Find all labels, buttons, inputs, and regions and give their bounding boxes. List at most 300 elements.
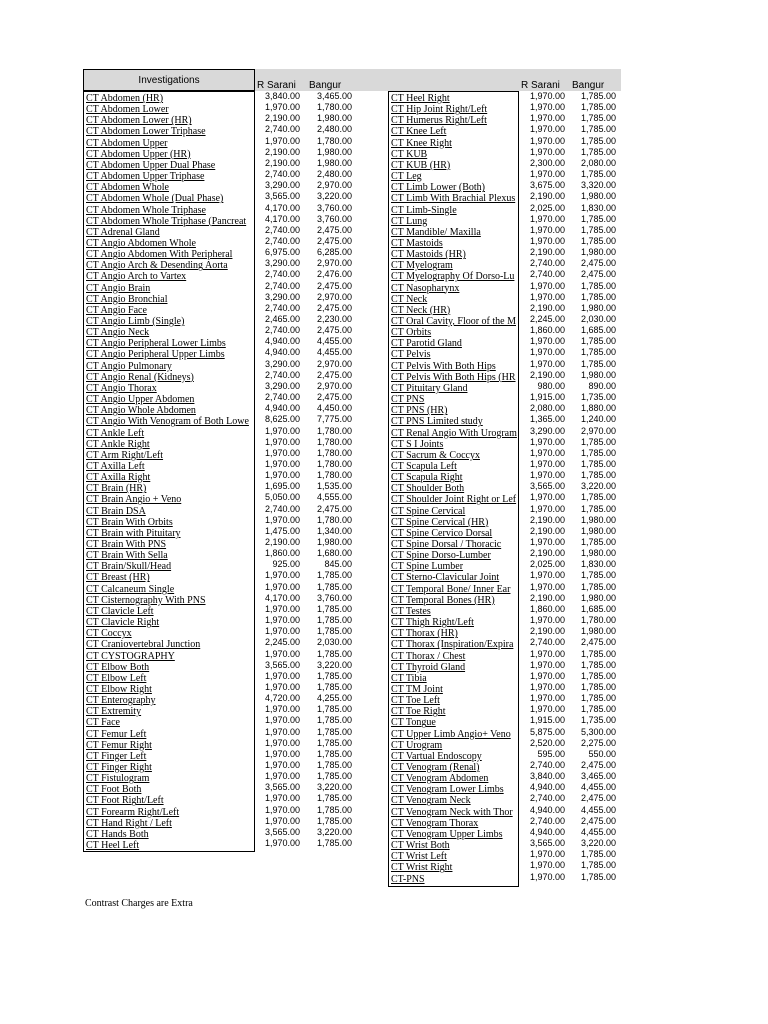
investigation-name: CT Spine Cervical: [391, 505, 466, 517]
bangur-price: 1,785.00: [580, 347, 616, 358]
r-sarani-price: 2,190.00: [264, 146, 300, 157]
r-sarani-price: 2,740.00: [264, 369, 300, 380]
r-sarani-price: 1,970.00: [529, 124, 565, 135]
investigation-name: CT Venogram Neck with Thor: [391, 806, 513, 818]
bangur-price: 1,980.00: [316, 157, 352, 168]
r-sarani-price: 2,740.00: [264, 325, 300, 336]
r-sarani-price: 2,740.00: [264, 302, 300, 313]
r-sarani-price: 1,970.00: [264, 737, 300, 748]
investigation-name: CT Hip Joint Right/Left: [391, 104, 488, 116]
investigation-name: CT Thorax / Chest: [391, 650, 466, 662]
investigation-name: CT Abdomen Whole Triphase: [86, 204, 206, 216]
bangur-price: 3,220.00: [316, 191, 352, 202]
investigation-name: CT Finger Left: [86, 750, 147, 762]
investigation-name: CT Pelvis With Both Hips: [391, 360, 496, 372]
bangur-price: 2,030.00: [316, 637, 352, 648]
bangur-price: 1,780.00: [316, 458, 352, 469]
r-sarani-price: 1,970.00: [529, 648, 565, 659]
investigation-name: CT Renal Angio With Urogram: [391, 427, 517, 439]
bangur-price: 6,285.00: [316, 247, 352, 258]
r-sarani-price: 2,740.00: [264, 392, 300, 403]
r-sarani-price: 1,970.00: [264, 771, 300, 782]
investigation-name: CT Hand Right / Left: [86, 817, 172, 829]
bangur-price: 3,220.00: [580, 838, 616, 849]
investigation-name: CT Hands Both: [86, 828, 149, 840]
bangur-price: 2,475.00: [580, 269, 616, 280]
investigation-name: CT Angio Brain: [86, 282, 151, 294]
bangur-price: 1,785.00: [316, 626, 352, 637]
investigation-name: CT PNS Limited study: [391, 416, 483, 428]
r-sarani-price: 3,290.00: [264, 291, 300, 302]
bangur-price: 1,980.00: [580, 247, 616, 258]
investigation-name: CT Nasopharynx: [391, 282, 460, 294]
bangur-price: 1,785.00: [580, 336, 616, 347]
r-sarani-price: 1,970.00: [264, 135, 300, 146]
r-sarani-price: 3,565.00: [529, 481, 565, 492]
investigation-name: CT Leg: [391, 171, 422, 183]
investigation-name: CT Craniovertebral Junction: [86, 639, 201, 651]
investigation-name: CT Arm Right/Left: [86, 449, 164, 461]
bangur-price: 1,780.00: [316, 470, 352, 481]
bangur-price: 1,980.00: [580, 369, 616, 380]
r-sarani-price: 4,940.00: [529, 782, 565, 793]
r-sarani-price: 1,970.00: [529, 224, 565, 235]
r-sarani-header-right: R Sarani: [521, 80, 560, 91]
investigation-name: CT Abdomen Whole: [86, 182, 169, 194]
bangur-price: 1,785.00: [316, 815, 352, 826]
r-sarani-price: 1,970.00: [529, 503, 565, 514]
r-sarani-price: 1,970.00: [529, 102, 565, 113]
bangur-price: 2,080.00: [580, 157, 616, 168]
r-sarani-price: 1,970.00: [529, 681, 565, 692]
r-sarani-price: 2,740.00: [264, 224, 300, 235]
bangur-price: 1,780.00: [580, 615, 616, 626]
r-sarani-price: 1,970.00: [264, 447, 300, 458]
investigation-name: CT Knee Left: [391, 126, 447, 138]
bangur-price: 1,785.00: [580, 458, 616, 469]
bangur-price: 2,230.00: [316, 314, 352, 324]
bangur-price: 1,680.00: [316, 548, 352, 559]
r-sarani-price: 1,970.00: [264, 514, 300, 525]
r-sarani-price: 2,190.00: [529, 548, 565, 559]
r-sarani-price: 595.00: [537, 748, 565, 759]
r-sarani-price: 3,290.00: [264, 380, 300, 391]
bangur-price: 3,465.00: [580, 771, 616, 782]
r-sarani-price: 2,740.00: [264, 235, 300, 246]
r-sarani-price: 3,290.00: [264, 358, 300, 369]
r-sarani-price: 1,970.00: [529, 146, 565, 157]
investigation-name: CT PNS (HR): [391, 405, 448, 417]
r-sarani-price: 2,740.00: [529, 760, 565, 770]
r-sarani-price: 2,740.00: [264, 503, 300, 514]
bangur-price: 3,320.00: [580, 180, 616, 191]
investigation-name: CT Calcaneum Single: [86, 583, 175, 595]
bangur-price: 2,476.00: [316, 269, 352, 280]
investigation-name: CT Neck (HR): [391, 304, 451, 316]
investigation-name: CT Brain With PNS: [86, 539, 167, 550]
investigation-name: CT Abdomen Whole (Dual Phase): [86, 193, 224, 205]
r-sarani-price: 1,970.00: [529, 458, 565, 469]
r-sarani-price: 4,170.00: [264, 202, 300, 213]
bangur-price: 1,980.00: [580, 525, 616, 536]
bangur-price: 1,785.00: [580, 670, 616, 681]
r-sarani-price: 2,740.00: [264, 280, 300, 291]
investigation-name: CT Breast (HR): [86, 572, 150, 584]
bangur-price: 1,830.00: [580, 202, 616, 213]
bangur-price: 2,970.00: [316, 358, 352, 369]
bangur-price: 1,785.00: [316, 648, 352, 659]
bangur-price: 2,970.00: [580, 425, 616, 436]
bangur-price: 2,275.00: [580, 737, 616, 748]
investigation-name: CT Temporal Bone/ Inner Ear: [391, 583, 511, 595]
investigation-name: CT S I Joints: [391, 438, 444, 450]
investigation-name: CT Angio Abdomen Whole: [86, 237, 196, 249]
bangur-price: 1,980.00: [580, 592, 616, 603]
r-sarani-price: 1,970.00: [529, 436, 565, 447]
investigation-name: CT Wrist Left: [391, 851, 447, 863]
bangur-price: 1,785.00: [580, 102, 616, 113]
r-sarani-price: 4,940.00: [264, 403, 300, 414]
bangur-price: 4,455.00: [580, 782, 616, 793]
investigation-name: CT Abdomen Upper: [86, 137, 168, 149]
bangur-price: 1,980.00: [316, 146, 352, 157]
bangur-price: 3,465.00: [316, 91, 352, 101]
investigation-name: CT Lung: [391, 215, 428, 227]
bangur-price: 1,980.00: [580, 191, 616, 202]
bangur-price: 2,475.00: [316, 325, 352, 336]
investigation-name: CT Abdomen Lower: [86, 104, 169, 116]
r-sarani-price: 1,970.00: [529, 113, 565, 124]
investigation-name: CT Angio Pulmonary: [86, 360, 172, 372]
bangur-price: 1,980.00: [580, 626, 616, 637]
r-sarani-price: 2,190.00: [529, 514, 565, 525]
bangur-price: 1,735.00: [580, 392, 616, 403]
bangur-price: 1,785.00: [316, 670, 352, 681]
r-sarani-price: 1,970.00: [264, 760, 300, 770]
r-sarani-price: 1,970.00: [264, 704, 300, 715]
bangur-price: 1,240.00: [580, 414, 616, 425]
bangur-price: 1,785.00: [580, 436, 616, 447]
r-sarani-price: 1,970.00: [264, 681, 300, 692]
r-sarani-price: 2,740.00: [264, 269, 300, 280]
r-sarani-price: 2,190.00: [529, 369, 565, 380]
investigation-name: CT Temporal Bones (HR): [391, 594, 495, 606]
r-sarani-price: 2,740.00: [529, 258, 565, 269]
r-sarani-price: 1,970.00: [529, 135, 565, 146]
investigation-name: CT Axilla Right: [86, 472, 151, 484]
bangur-price: 1,785.00: [580, 113, 616, 124]
investigation-name: CT CYSTOGRAPHY: [86, 650, 175, 662]
bangur-price: 1,535.00: [316, 481, 352, 492]
investigation-name: CT Elbow Right: [86, 683, 152, 695]
investigation-name: CT Brain (HR): [86, 483, 147, 495]
bangur-price: 1,785.00: [316, 570, 352, 581]
bangur-price: 1,880.00: [580, 403, 616, 414]
bangur-price: 4,450.00: [316, 403, 352, 414]
investigations-header: Investigations: [83, 69, 255, 91]
bangur-price: 1,785.00: [580, 358, 616, 369]
r-sarani-price: 3,565.00: [529, 838, 565, 849]
bangur-price: 1,980.00: [580, 548, 616, 559]
investigation-name: CT Angio Peripheral Upper Limbs: [86, 349, 225, 361]
bangur-price: 2,475.00: [316, 392, 352, 403]
r-sarani-price: 3,565.00: [264, 826, 300, 837]
investigation-name: CT Brain/Skull/Head: [86, 561, 172, 573]
investigation-name: CT Venogram Neck: [391, 795, 471, 807]
investigation-name: CT Sacrum & Coccyx: [391, 449, 480, 461]
investigation-name: CT Enterography: [86, 695, 156, 707]
r-sarani-price: 3,290.00: [529, 425, 565, 436]
r-sarani-price: 1,915.00: [529, 392, 565, 403]
r-sarani-price: 2,740.00: [264, 169, 300, 180]
investigation-name: CT Face: [86, 717, 120, 729]
investigation-name: CT Foot Right/Left: [86, 795, 164, 807]
r-sarani-price: 1,970.00: [529, 670, 565, 681]
r-sarani-price: 1,970.00: [264, 748, 300, 759]
r-sarani-price: 3,565.00: [264, 659, 300, 670]
investigation-name: CT Axilla Left: [86, 460, 145, 472]
r-sarani-price: 1,970.00: [264, 615, 300, 626]
investigation-name: CT KUB: [391, 148, 428, 160]
r-sarani-price: 1,475.00: [264, 525, 300, 536]
investigation-name: CT Extremity: [86, 706, 142, 718]
investigation-name: CT Finger Right: [86, 762, 152, 773]
bangur-price: 1,785.00: [316, 771, 352, 782]
bangur-price: 4,555.00: [316, 492, 352, 503]
r-sarani-price: 4,720.00: [264, 693, 300, 704]
investigation-name: CT Angio With Venogram of Both Lowe: [86, 416, 249, 428]
r-sarani-price: 1,970.00: [264, 425, 300, 436]
r-sarani-price: 2,245.00: [264, 637, 300, 648]
bangur-price: 2,970.00: [316, 291, 352, 302]
bangur-price: 1,785.00: [580, 871, 616, 882]
bangur-price: 1,780.00: [316, 102, 352, 113]
bangur-price: 1,785.00: [580, 659, 616, 670]
bangur-price: 1,785.00: [580, 581, 616, 592]
r-sarani-price: 1,970.00: [529, 169, 565, 180]
bangur-price: 1,785.00: [316, 704, 352, 715]
r-sarani-price: 1,970.00: [529, 860, 565, 871]
bangur-price: 550.00: [588, 748, 616, 759]
investigation-name: CT Pelvis With Both Hips (HR: [391, 371, 516, 383]
investigation-name: CT Pelvis: [391, 349, 431, 361]
investigation-name: CT Spine Dorsal / Thoracic: [391, 539, 502, 550]
investigation-name: CT Mastoids: [391, 237, 443, 249]
bangur-price: 2,475.00: [580, 258, 616, 269]
r-sarani-price: 2,740.00: [529, 815, 565, 826]
investigation-name: CT Thorax (Inspiration/Expira: [391, 639, 514, 651]
r-sarani-price: 980.00: [537, 380, 565, 391]
bangur-price: 2,480.00: [316, 169, 352, 180]
r-sarani-price: 1,970.00: [264, 804, 300, 815]
bangur-price: 4,455.00: [580, 804, 616, 815]
bangur-price: 1,785.00: [580, 280, 616, 291]
bangur-price: 2,475.00: [316, 369, 352, 380]
bangur-price: 1,980.00: [316, 113, 352, 124]
r-sarani-price: 4,940.00: [264, 347, 300, 358]
investigation-name: CT PNS: [391, 394, 425, 406]
bangur-price: 1,785.00: [580, 135, 616, 146]
bangur-price: 1,785.00: [316, 603, 352, 614]
bangur-price: 1,735.00: [580, 715, 616, 726]
investigation-name: CT Oral Cavity, Floor of the M: [391, 316, 516, 327]
bangur-price: 1,980.00: [316, 537, 352, 547]
r-sarani-price: 4,940.00: [529, 826, 565, 837]
r-sarani-price: 1,970.00: [264, 815, 300, 826]
bangur-price: 1,785.00: [580, 503, 616, 514]
bangur-price: 3,220.00: [316, 826, 352, 837]
bangur-price: 1,785.00: [316, 748, 352, 759]
bangur-price: 2,475.00: [316, 280, 352, 291]
bangur-price: 2,970.00: [316, 380, 352, 391]
bangur-price: 1,785.00: [316, 737, 352, 748]
investigation-name: CT KUB (HR): [391, 159, 451, 171]
bangur-price: 2,475.00: [316, 224, 352, 235]
investigation-name: CT Tongue: [391, 717, 436, 729]
r-sarani-price: 3,565.00: [264, 782, 300, 793]
investigation-name: CT Angio Renal (Kidneys): [86, 371, 194, 383]
bangur-price: 1,780.00: [316, 425, 352, 436]
investigation-name: CT Angio Abdomen With Peripheral: [86, 249, 233, 261]
r-sarani-price: 1,970.00: [529, 235, 565, 246]
bangur-price: 1,785.00: [580, 648, 616, 659]
investigation-name: CT Heel Right: [391, 93, 450, 104]
investigation-name: CT Fistulogram: [86, 773, 150, 785]
bangur-price: 1,340.00: [316, 525, 352, 536]
r-sarani-price: 1,970.00: [529, 693, 565, 704]
investigation-name: CT Sterno-Clavicular Joint: [391, 572, 500, 584]
investigation-name: CT Knee Right: [391, 137, 452, 149]
r-sarani-price: 3,675.00: [529, 180, 565, 191]
investigation-name: CT Scapula Left: [391, 460, 457, 472]
bangur-price: 1,785.00: [316, 760, 352, 770]
investigation-name: CT Wrist Right: [391, 862, 453, 874]
investigation-name: CT Abdomen Upper (HR): [86, 148, 191, 160]
investigation-name: CT Thyroid Gland: [391, 661, 466, 673]
bangur-header-left: Bangur: [309, 80, 342, 91]
r-sarani-price: 1,970.00: [529, 291, 565, 302]
investigation-name: CT Elbow Both: [86, 661, 150, 673]
investigation-name: CT Angio Arch to Vartex: [86, 271, 187, 283]
r-sarani-price: 1,970.00: [264, 436, 300, 447]
investigation-name: CT Pituitary Gland: [391, 382, 468, 394]
investigation-name: CT Femur Right: [86, 739, 152, 751]
r-sarani-price: 1,970.00: [529, 871, 565, 882]
investigation-name: CT Wrist Both: [391, 840, 450, 852]
investigation-name: CT Femur Left: [86, 728, 147, 740]
investigation-name: CT Limb-Single: [391, 204, 457, 216]
investigation-name: CT Ankle Left: [86, 427, 145, 439]
bangur-price: 1,785.00: [580, 124, 616, 135]
investigation-name: CT Angio Peripheral Lower Limbs: [86, 338, 226, 350]
bangur-price: 1,785.00: [316, 615, 352, 626]
r-sarani-price: 1,970.00: [529, 849, 565, 860]
r-sarani-price: 3,840.00: [264, 91, 300, 101]
investigation-name: CT Abdomen (HR): [86, 93, 164, 104]
r-sarani-price: 1,970.00: [529, 280, 565, 291]
r-sarani-price: 1,970.00: [529, 492, 565, 503]
investigation-name: CT Humerus Right/Left: [391, 115, 487, 127]
bangur-price: 1,785.00: [580, 235, 616, 246]
r-sarani-price: 1,970.00: [264, 603, 300, 614]
bangur-price: 4,455.00: [316, 336, 352, 347]
r-sarani-price: 1,970.00: [529, 213, 565, 224]
bangur-price: 1,780.00: [316, 135, 352, 146]
r-sarani-price: 2,190.00: [264, 157, 300, 168]
bangur-price: 1,785.00: [580, 146, 616, 157]
investigation-name: CT Angio Whole Abdomen: [86, 405, 196, 417]
bangur-price: 1,780.00: [316, 447, 352, 458]
investigation-name: CT Parotid Gland: [391, 338, 462, 350]
investigation-name: CT Heel Left: [86, 840, 140, 852]
investigation-name: CT Toe Right: [391, 706, 446, 718]
r-sarani-price: 2,190.00: [529, 592, 565, 603]
bangur-price: 2,475.00: [580, 637, 616, 648]
bangur-price: 3,760.00: [316, 592, 352, 603]
bangur-price: 7,775.00: [316, 414, 352, 425]
bangur-price: 1,780.00: [316, 514, 352, 525]
investigation-name: CT Mastoids (HR): [391, 249, 466, 261]
r-sarani-price: 2,190.00: [529, 525, 565, 536]
bangur-price: 5,300.00: [580, 726, 616, 737]
bangur-price: 1,780.00: [316, 436, 352, 447]
r-sarani-price: 1,970.00: [264, 570, 300, 581]
investigation-name: CT Brain DSA: [86, 505, 146, 517]
r-sarani-price: 1,970.00: [264, 670, 300, 681]
investigation-name: CT Thorax (HR): [391, 628, 458, 640]
r-sarani-price: 3,840.00: [529, 771, 565, 782]
investigation-name: CT Shoulder Both: [391, 483, 465, 495]
r-sarani-price: 4,170.00: [264, 592, 300, 603]
investigation-name: CT Abdomen Lower Triphase: [86, 126, 206, 138]
r-sarani-price: 925.00: [272, 559, 300, 570]
r-sarani-price: 1,365.00: [529, 414, 565, 425]
r-sarani-price: 1,860.00: [529, 603, 565, 614]
investigation-name: CT Angio Bronchial: [86, 293, 168, 305]
investigation-name: CT Coccyx: [86, 628, 132, 640]
r-sarani-price: 2,080.00: [529, 403, 565, 414]
bangur-price: 4,455.00: [580, 826, 616, 837]
r-sarani-price: 6,975.00: [264, 247, 300, 258]
bangur-price: 1,785.00: [580, 860, 616, 871]
bangur-price: 1,980.00: [580, 514, 616, 525]
investigation-name: CT Spine Dorso-Lumber: [391, 550, 491, 562]
r-sarani-price: 2,190.00: [529, 302, 565, 313]
bangur-price: 1,785.00: [316, 804, 352, 815]
r-sarani-price: 1,970.00: [264, 715, 300, 726]
investigation-name: CT Abdomen Whole Triphase (Pancreat: [86, 215, 247, 227]
investigation-name: CT Spine Lumber: [391, 561, 464, 573]
bangur-price: 1,785.00: [580, 492, 616, 503]
investigation-name: CT Angio Neck: [86, 327, 150, 339]
investigation-name: CT Venogram (Renal): [391, 762, 480, 773]
r-sarani-price: 2,190.00: [264, 113, 300, 124]
bangur-price: 3,760.00: [316, 213, 352, 224]
r-sarani-price: 2,190.00: [264, 537, 300, 547]
bangur-price: 1,980.00: [580, 302, 616, 313]
investigation-name: CT Orbits: [391, 327, 432, 339]
r-sarani-price: 1,970.00: [264, 458, 300, 469]
bangur-price: 1,785.00: [580, 213, 616, 224]
investigation-name: CT Brain With Sella: [86, 550, 168, 562]
investigation-name: CT Abdomen Upper Triphase: [86, 171, 205, 183]
investigation-name: CT Angio Arch & Desending Aorta: [86, 260, 228, 272]
investigation-name: CT Venogram Abdomen: [391, 773, 489, 785]
bangur-price: 2,475.00: [580, 815, 616, 826]
investigation-name: CT Angio Thorax: [86, 382, 157, 394]
investigation-name: CT Urogram: [391, 739, 443, 751]
r-sarani-price: 1,970.00: [529, 615, 565, 626]
